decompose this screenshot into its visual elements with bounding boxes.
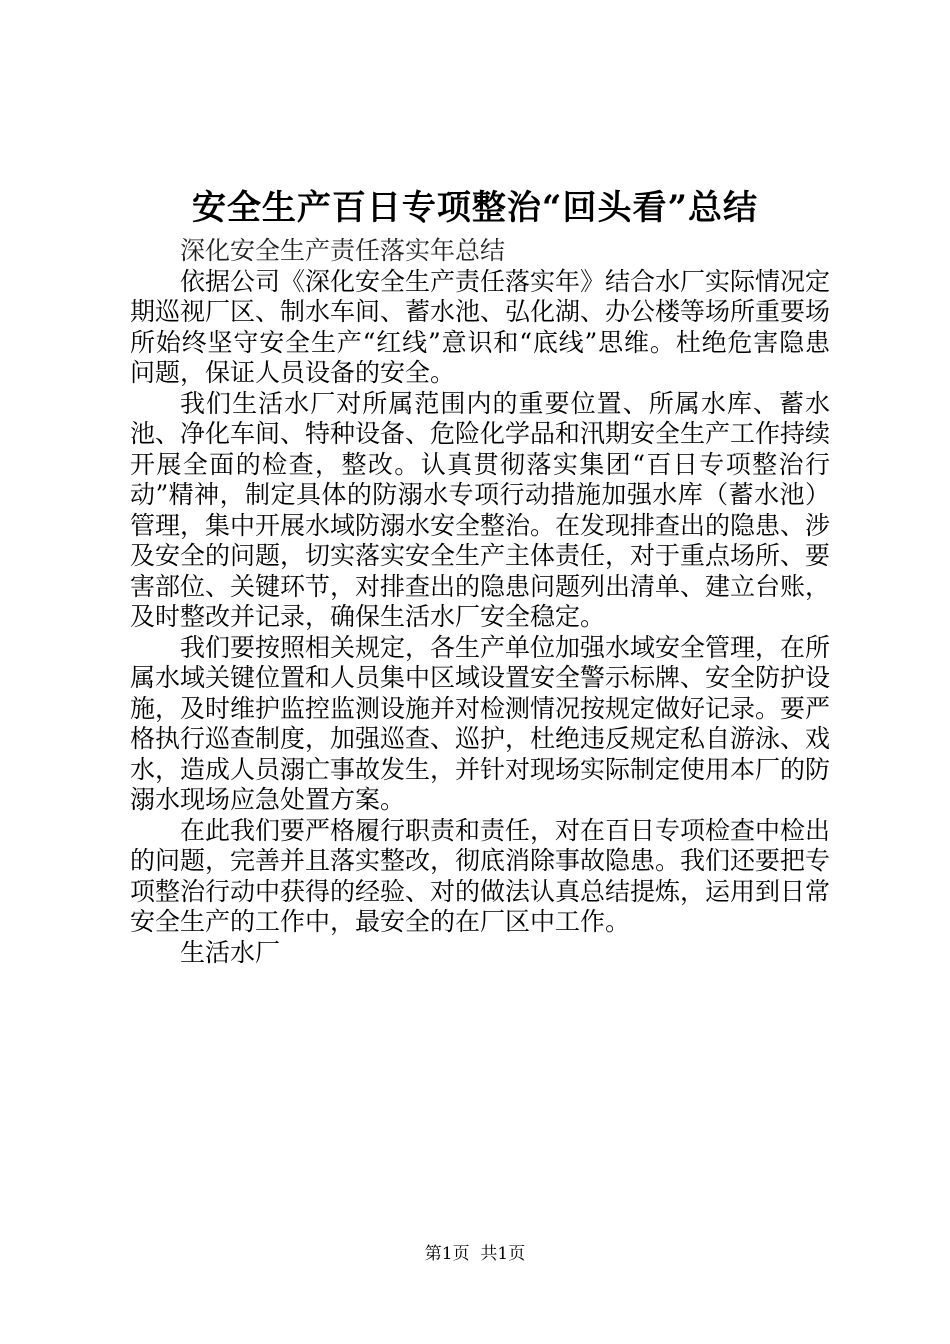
body-paragraph-1: 依据公司《深化安全生产责任落实年》结合水厂实际情况定期巡视厂区、制水车间、蓄水池、弘化湖、办公楼等场所重要场所始终坚守安全生产“红线”意识和“底线”思维。杜绝危害隐患问题，保证人员设备的安全。 (130, 266, 831, 387)
page-number: 第1页 共1页 (424, 1244, 526, 1264)
document-body (130, 236, 830, 968)
document-subtitle: 深化安全生产责任落实年总结 (180, 236, 506, 265)
body-paragraph-3: 我们要按照相关规定，各生产单位加强水域安全管理，在所属水域关键位置和人员集中区域设置安全警示标牌、安全防护设施，及时维护监控监测设施并对检测情况按规定做好记录。要严格执行巡查制度，加强巡查、巡护，杜绝违反规定私自游泳、戏水，造成人员溺亡事故发生，并针对现场实际制定使用本厂的防溺水现场应急处置方案。 (130, 632, 831, 814)
page-footer (0, 1242, 950, 1266)
document-signature: 生活水厂 (180, 937, 281, 967)
body-paragraph-4: 在此我们要严格履行职责和责任，对在百日专项检查中检出的问题，完善并且落实整改，彻底消除事故隐患。我们还要把专项整治行动中获得的经验、对的做法认真总结提炼，运用到日常安全生产的工作中，最安全的在厂区中工作。 (130, 815, 831, 936)
document-title: 安全生产百日专项整治“回头看”总结 (191, 188, 759, 228)
body-paragraph-2: 我们生活水厂对所属范围内的重要位置、所属水库、蓄水池、净化车间、特种设备、危险化学品和汛期安全生产工作持续开展全面的检查，整改。认真贯彻落实集团“百日专项整治行动”精神，制定具体的防溺水专项行动措施加强水库（蓄水池）管理，集中开展水域防溺水安全整治。在发现排查出的隐患、涉及安全的问题，切实落实安全生产主体责任，对于重点场所、要害部位、关键环节，对排查出的隐患问题列出清单、建立台账，及时整改并记录，确保生活水厂安全稳定。 (130, 388, 831, 631)
